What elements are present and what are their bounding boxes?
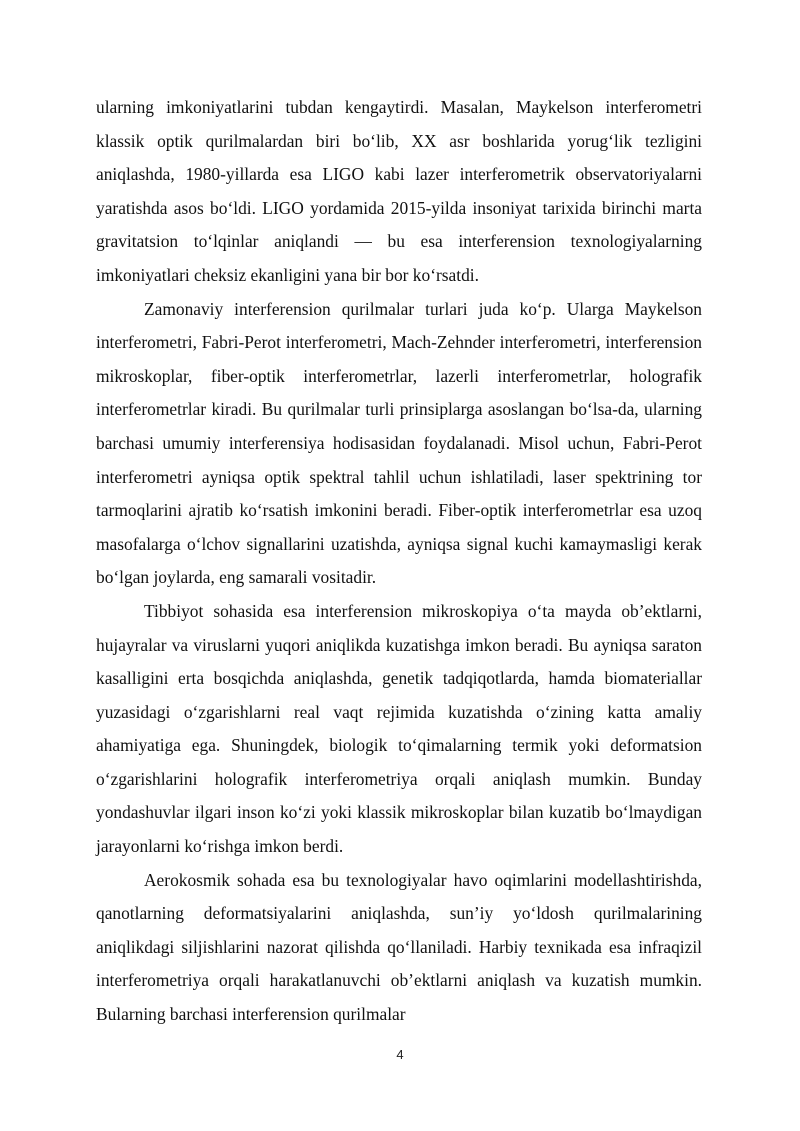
- paragraph-1: ularning imkoniyatlarini tubdan kengaytirdi. Masalan, Maykelson interferometri klassik optik qurilmalardan biri bo‘lib, XX asr boshlarida yorug‘lik tezligini aniqlashda, 1980-yillarda esa LIGO kabi lazer interferometrik observatoriyalarni yaratishda asos bo‘ldi. LIGO yordamida 2015-yilda insoniyat tarixida birinchi marta gravitatsion to‘lqinlar aniqlandi — bu esa interferension texnologiyalarning imkoniyatlari cheksiz ekanligini yana bir bor ko‘rsatdi.: [96, 97, 702, 285]
- paragraph-3: Tibbiyot sohasida esa interferension mikroskopiya o‘ta mayda ob’ektlarni, hujayralar va viruslarni yuqori aniqlikda kuzatishga imkon beradi. Bu ayniqsa saraton kasalligini erta bosqichda aniqlashda, genetik tadqiqotlarda, hamda biomateriallar yuzasidagi o‘zgarishlarni real vaqt rejimida kuzatishda o‘zining katta amaliy ahamiyatiga ega. Shuningdek, biologik to‘qimalarning termik yoki deformatsion o‘zgarishlarini holografik interferometriya orqali aniqlash mumkin. Bunday yondashuvlar ilgari inson ko‘zi yoki klassik mikroskoplar bilan kuzatib bo‘lmaydigan jarayonlarni ko‘rishga imkon berdi.: [96, 600, 702, 857]
- page-number: 4: [396, 1047, 404, 1062]
- paragraph-2: Zamonaviy interferension qurilmalar turlari juda ko‘p. Ularga Maykelson interferometri, Fabri-Perot interferometri, Mach-Zehnder interferometri, interferension mikroskoplar, fiber-optik interferometrlar, lazerli interferometrlar, holografik interferometrlar kiradi. Bu qurilmalar turli prinsiplarga asoslangan bo‘lsa-da, ularning barchasi umumiy interferensiya hodisasidan foydalanadi. Misol uchun, Fabri-Perot interferometri ayniqsa optik spektral tahlil uchun ishlatiladi, laser spektrining tor tarmoqlarini ajratib ko‘rsatish imkonini beradi. Fiber-optik interferometrlar esa uzoq masofalarga o‘lchov signallarini uzatishda, ayniqsa signal kuchi kamaymasligi kerak bo‘lgan joylarda, eng samarali vositadir.: [96, 298, 702, 588]
- document-body: [96, 91, 702, 1032]
- paragraph-4: Aerokosmik sohada esa bu texnologiyalar havo oqimlarini modellashtirishda, qanotlarning deformatsiyalarini aniqlashda, sun’iy yo‘ldosh qurilmalarining aniqlikdagi siljishlarini nazorat qilishda qo‘llaniladi. Harbiy texnikada esa infraqizil interferometriya orqali harakatlanuvchi ob’ektlarni aniqlash va kuzatish mumkin. Bularning barchasi interferension qurilmalar: [96, 869, 702, 1025]
